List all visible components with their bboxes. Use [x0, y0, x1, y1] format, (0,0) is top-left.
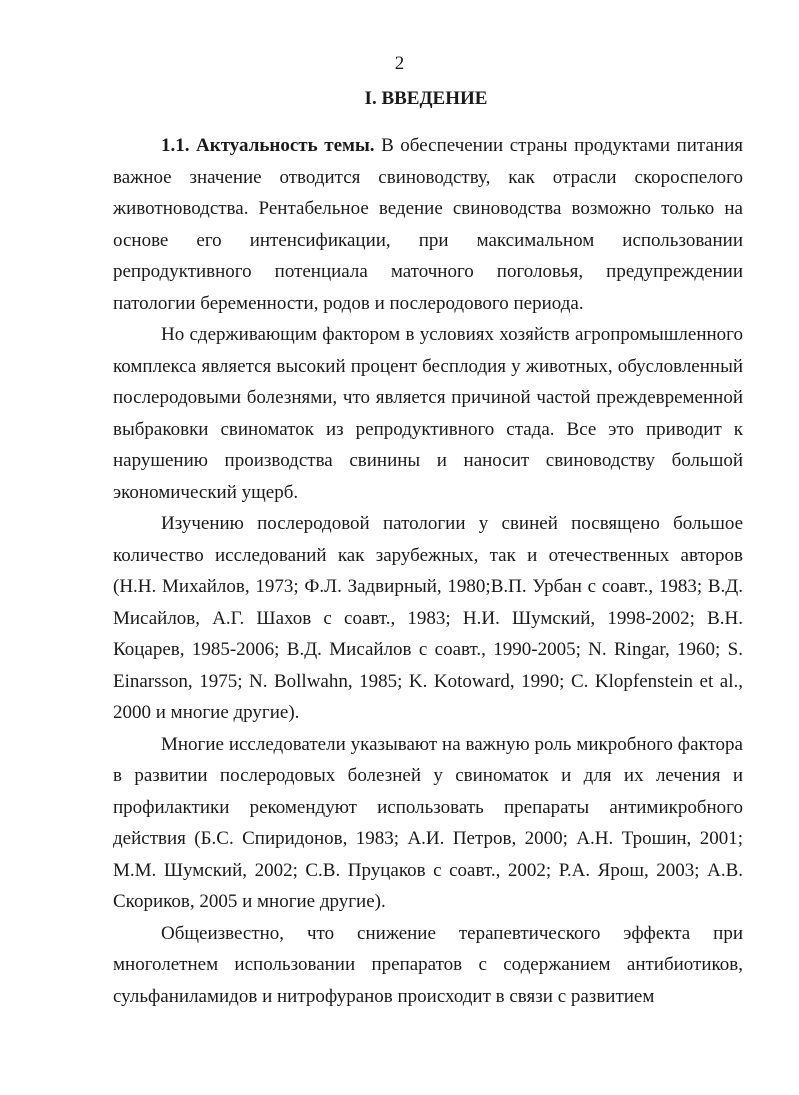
paragraph-relevance — [113, 130, 743, 319]
paragraph-text: В обеспечении страны продуктами питания важное значение отводится свиноводству, как отрасли скороспелого животноводства. Рентабельное ведение свиноводства возможно только на основе его интенсификации, при максимальном использовании репродуктивного потенциала маточного поголовья, предупреждении патологии беременности, родов и послеродового периода. — [113, 135, 743, 314]
page-number: 2 — [394, 53, 405, 74]
section-heading: I. ВВЕДЕНИЕ — [364, 88, 488, 109]
paragraph-limiting-factor: Но сдерживающим фактором в условиях хозяйств агропромышленного комплекса является высокий процент бесплодия у животных, обусловленный послеродовыми болезнями, что является причиной частой преждевременной выбраковки свиноматок из репродуктивного стада. Все это приводит к нарушению производства свинины и наносит свиноводству большой экономический ущерб. — [113, 324, 743, 503]
paragraph-microbial-factor: Многие исследователи указывают на важную роль микробного фактора в развитии послеродовых болезней у свиноматок и для их лечения и профилактики рекомендуют использовать препараты антимикробного действия (Б.С. Спиридонов, 1983; А.И. Петров, 2000; А.Н. Трошин, 2001; М.М. Шумский, 2002; С.В. Пруцаков с соавт., 2002; Р.А. Ярош, 2003; А.В. Скориков, 2005 и многие другие). — [113, 733, 743, 912]
body-text — [113, 130, 743, 1012]
paragraph-therapeutic-effect: Общеизвестно, что снижение терапевтического эффекта при многолетнем использовании препаратов с содержанием антибиотиков, сульфаниламидов и нитрофуранов происходит в связи с развитием — [113, 922, 743, 1007]
paragraph-literature-review: Изучению послеродовой патологии у свиней посвящено большое количество исследований как зарубежных, так и отечественных авторов (Н.Н. Михайлов, 1973; Ф.Л. Задвирный, 1980;В.П. Урбан с соавт., 1983; В.Д. Мисайлов, А.Г. Шахов с соавт., 1983; Н.И. Шумский, 1998-2002; В.Н. Коцарев, 1985-2006; В.Д. Мисайлов с соавт., 1990-2005; N. Ringar, 1960; S. Einarsson, 1975; N. Bollwahn, 1985; K. Kotoward, 1990; C. Klopfenstein et al., 2000 и многие другие). — [113, 513, 743, 723]
paragraph-lead: 1.1. Актуальность темы. — [161, 135, 375, 156]
